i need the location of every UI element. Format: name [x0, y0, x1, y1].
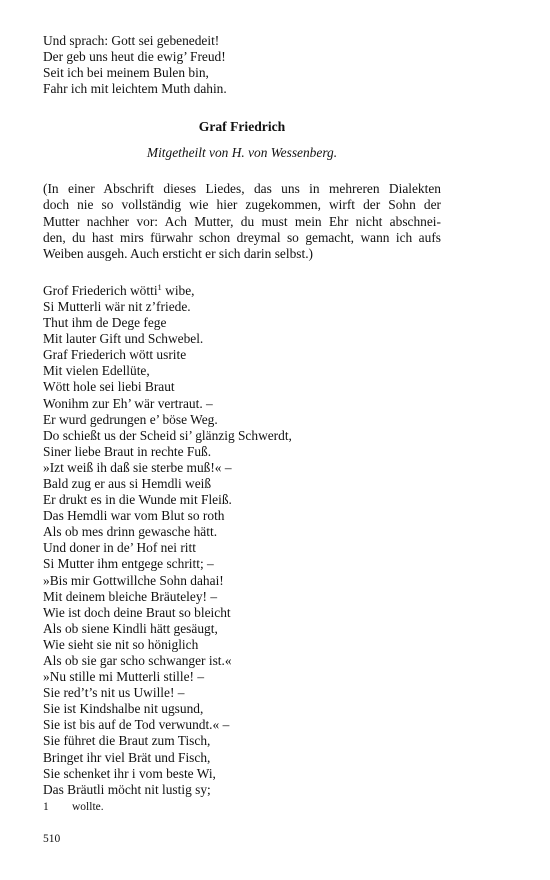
- verse-line: Sie ist bis auf de Tod verwundt.« –: [43, 717, 230, 733]
- verse-line: Siner liebe Braut in rechte Fuß.: [43, 443, 212, 459]
- verse-line: Sie führet die Braut zum Tisch,: [43, 733, 211, 749]
- verse-line: Si Mutter ihm entgege schritt; –: [43, 556, 214, 572]
- intro-line: Weiben ausgeh. Auch ersticht er sich darin selbst.): [43, 245, 314, 261]
- page-number: 510: [43, 833, 61, 845]
- opening-stanza: [43, 33, 441, 97]
- intro-paragraph: [43, 181, 441, 261]
- poem-subtitle: Mitgetheilt von H. von Wessenberg.: [146, 145, 338, 161]
- verse-line: »Bis mir Gottwillche Sohn dahai!: [43, 572, 224, 588]
- intro-line: doch nie so vollständig wie hier zugekommen, wirft der Sohn der: [43, 197, 441, 213]
- verse-line: Graf Friederich wött usrite: [43, 347, 187, 363]
- poem-verses: [43, 283, 441, 798]
- verse-line: Thut ihm de Dege fege: [43, 315, 167, 331]
- verse-line: Mit vielen Edellüte,: [43, 363, 150, 379]
- verse-line: Bald zug er aus si Hemdli weiß: [43, 475, 212, 491]
- intro-line: Mutter nachher vor: Ach Mutter, du must mein Ehr nicht abschnei-: [43, 213, 441, 229]
- footnote-ref[interactable]: 1: [157, 281, 162, 292]
- verse-line: Das Hemdli war vom Blut so roth: [43, 508, 225, 524]
- verse-text: Grof Friederich wötti: [43, 282, 158, 298]
- verse-line: Als ob sie gar scho schwanger ist.«: [43, 653, 232, 668]
- verse-line: Und sprach: Gott sei gebenedeit!: [43, 33, 220, 48]
- verse-line: Fahr ich mit leichtem Muth dahin.: [43, 81, 227, 97]
- verse-line: Sie ist Kindshalbe nit ugsund,: [43, 701, 204, 717]
- verse-line: Sie red’t’s nit us Uwille! –: [43, 685, 185, 701]
- intro-line: den, du hast mirs fürwahr schon dreymal so gemacht, wann ich aufs: [43, 229, 441, 245]
- intro-line: (In einer Abschrift dieses Liedes, das uns in mehreren Dialekten: [43, 181, 441, 197]
- footnote-number: 1: [43, 801, 49, 813]
- verse-line: Und doner in de’ Hof nei ritt: [43, 540, 196, 556]
- verse-line: Wonihm zur Eh’ wär vertraut. –: [43, 395, 213, 411]
- verse-line: Wött hole sei liebi Braut: [43, 379, 175, 395]
- verse-line: Seit ich bei meinem Bulen bin,: [43, 65, 209, 81]
- poem-title: Graf Friedrich: [198, 119, 286, 135]
- verse-line: Wie ist doch deine Braut so bleicht: [43, 604, 231, 620]
- verse-line: Als ob mes drinn gewasche hätt.: [43, 524, 218, 540]
- verse-line: Sie schenket ihr i vom beste Wi,: [43, 765, 216, 781]
- verse-line: Das Bräutli möcht nit lustig sy;: [43, 781, 211, 797]
- verse-line: Mit deinem bleiche Bräuteley! –: [43, 588, 218, 604]
- verse-line: »Nu stille mi Mutterli stille! –: [43, 669, 205, 685]
- verse-line: Er wurd gedrungen e’ böse Weg.: [43, 411, 218, 427]
- verse-line: Er drukt es in die Wunde mit Fleiß.: [43, 492, 232, 508]
- verse-line: »Izt weiß ih daß sie sterbe muß!« –: [43, 459, 232, 475]
- verse-line: Do schießt us der Scheid si’ glänzig Schwerdt,: [43, 427, 292, 443]
- verse-line: Als ob siene Kindli hätt gesäugt,: [43, 620, 218, 636]
- verse-line: Der geb uns heut die ewig’ Freud!: [43, 49, 226, 65]
- footnote-text: wollte.: [72, 801, 104, 813]
- page-body: [43, 33, 441, 798]
- verse-line-first: [43, 283, 441, 299]
- verse-line: Si Mutterli wär nit z’friede.: [43, 298, 191, 314]
- verse-text: wibe,: [161, 282, 195, 298]
- footnote: [43, 800, 104, 814]
- verse-list: [43, 299, 441, 798]
- verse-line: Mit lauter Gift und Schwebel.: [43, 331, 204, 347]
- verse-line: Wie sieht sie nit so höniglich: [43, 636, 199, 652]
- verse-line: Bringet ihr viel Brät und Fisch,: [43, 749, 211, 765]
